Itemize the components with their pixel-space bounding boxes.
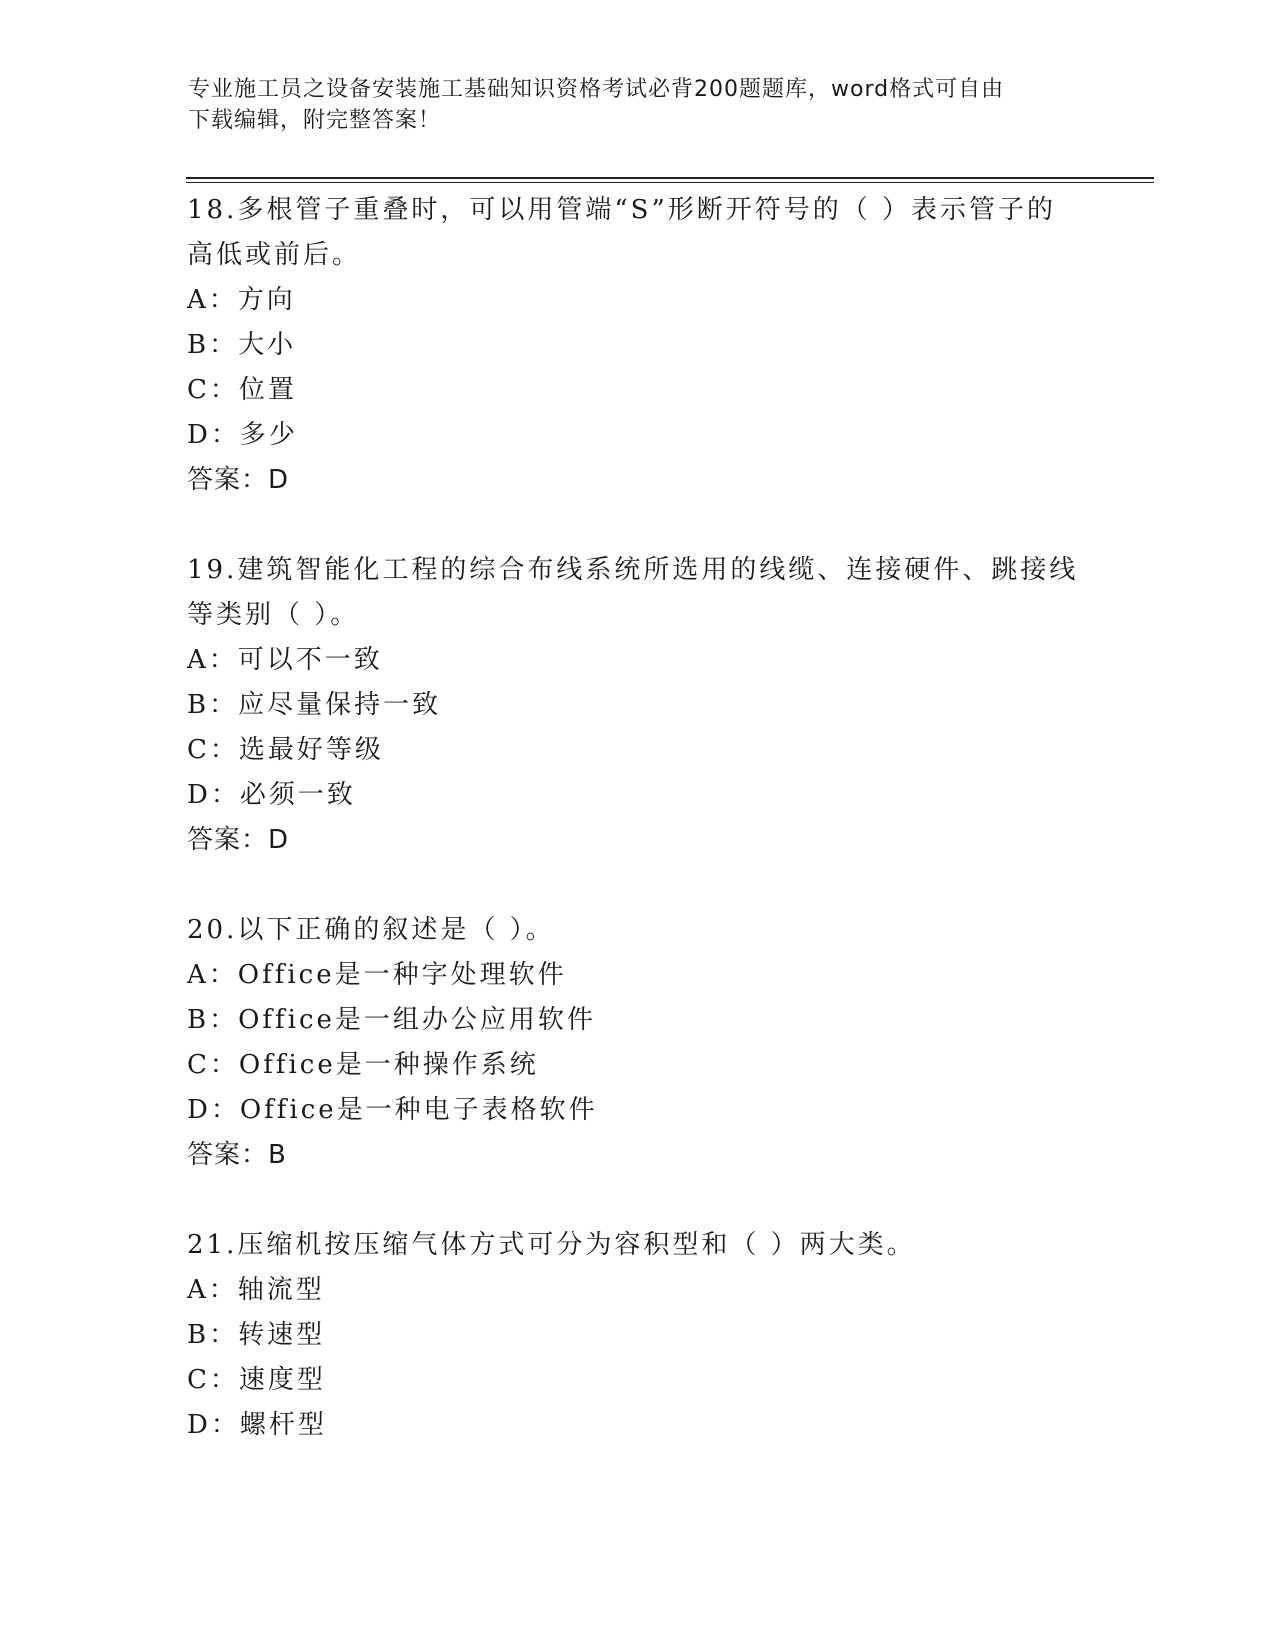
question-spacer xyxy=(187,863,1087,908)
header-rule-thin xyxy=(186,182,1154,183)
answer-line: 答案：B xyxy=(187,1140,287,1170)
question-stem: 18.多根管子重叠时，可以用管端“S”形断开符号的（ ）表示管子的 xyxy=(187,195,1057,225)
option-b: B：大小 xyxy=(187,330,297,360)
question-20 xyxy=(187,908,1087,1178)
question-19 xyxy=(187,548,1087,863)
option-a: A：可以不一致 xyxy=(187,645,383,675)
document-header xyxy=(188,74,1068,136)
question-stem-continued: 高低或前后。 xyxy=(187,240,362,270)
header-line-2: 下载编辑，附完整答案！ xyxy=(188,108,442,133)
question-spacer xyxy=(187,503,1087,548)
option-c: C：位置 xyxy=(187,375,297,405)
option-d: D：多少 xyxy=(187,420,298,450)
header-rule-thick xyxy=(186,177,1154,179)
option-d: D：Office是一种电子表格软件 xyxy=(187,1095,598,1125)
option-a: A：Office是一种字处理软件 xyxy=(187,960,567,990)
question-18 xyxy=(187,188,1087,503)
answer-line: 答案：D xyxy=(187,825,290,855)
option-b: B：Office是一组办公应用软件 xyxy=(187,1005,596,1035)
option-c: C：Office是一种操作系统 xyxy=(187,1050,539,1080)
option-d: D：螺杆型 xyxy=(187,1410,327,1440)
option-b: B：应尽量保持一致 xyxy=(187,690,442,720)
question-21 xyxy=(187,1223,1087,1448)
header-line-1: 专业施工员之设备安装施工基础知识资格考试必背200题题库，word格式可自由 xyxy=(188,77,1005,102)
question-stem: 21.压缩机按压缩气体方式可分为容积型和（ ）两大类。 xyxy=(187,1230,916,1260)
option-b: B：转速型 xyxy=(187,1320,326,1350)
answer-line: 答案：D xyxy=(187,465,290,495)
question-list xyxy=(187,188,1087,1448)
option-a: A：方向 xyxy=(187,285,296,315)
option-a: A：轴流型 xyxy=(187,1275,325,1305)
option-c: C：速度型 xyxy=(187,1365,326,1395)
question-stem: 20.以下正确的叙述是（ ）。 xyxy=(187,915,555,945)
option-c: C：选最好等级 xyxy=(187,735,384,765)
question-stem-continued: 等类别（ ）。 xyxy=(187,600,360,630)
question-stem: 19.建筑智能化工程的综合布线系统所选用的线缆、连接硬件、跳接线 xyxy=(187,555,1079,585)
question-spacer xyxy=(187,1178,1087,1223)
option-d: D：必须一致 xyxy=(187,780,356,810)
